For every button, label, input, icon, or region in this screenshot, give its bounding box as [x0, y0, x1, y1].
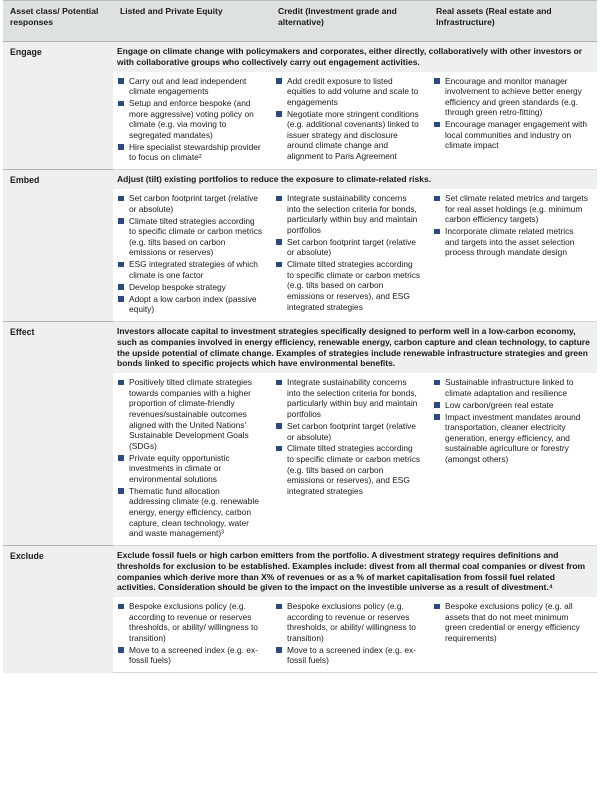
list-item: [117, 453, 263, 485]
equity-list: [117, 193, 263, 315]
list-item: [275, 443, 421, 496]
square-bullet-icon: [118, 284, 124, 290]
category-label-exclude: Exclude: [3, 546, 113, 673]
list-item: [117, 377, 263, 451]
credit-cell-engage: [271, 72, 429, 170]
list-item-text: Bespoke exclusions policy (e.g. according to revenue or reserves thresholds, or ability/ willingness to transition): [287, 601, 416, 643]
list-item-text: Integrate sustainability concerns into the selection criteria for bonds, particularly within buy and maintain portfolios: [287, 193, 418, 235]
list-item: [275, 109, 421, 162]
section-description-embed: Adjust (tilt) existing portfolios to reduce the exposure to climate-related risks.: [113, 170, 597, 189]
list-item: [117, 142, 263, 163]
square-bullet-icon: [276, 647, 282, 653]
credit-list: [275, 76, 421, 162]
square-bullet-icon: [434, 122, 440, 128]
list-item-text: Carry out and lead independent climate engagements: [129, 75, 247, 97]
square-bullet-icon: [118, 262, 124, 268]
list-item: [275, 76, 421, 108]
credit-list: [275, 193, 421, 312]
list-item: [433, 377, 589, 398]
equity-cell-exclude: [113, 597, 271, 673]
list-item: [117, 601, 263, 643]
list-item: [433, 601, 589, 643]
credit-cell-exclude: [271, 597, 429, 673]
equity-list: [117, 377, 263, 539]
list-item-text: Climate tilted strategies according to specific climate or carbon metrics (e.g. tilts based on carbon emissions or reserves): [129, 215, 263, 258]
list-item: [117, 282, 263, 293]
list-item-text: Climate tilted strategies according to specific climate or carbon metrics (e.g. tilts based on carbon emissions or reserves), and ESG integrated strategies: [287, 443, 421, 496]
section-description-effect: Investors allocate capital to investment strategies specifically designed to perform well in a low-carbon economy, such as companies involved in energy efficiency, renewable energy, carbon capture and clean technology, to capture the upside potential of climate change. Examples of strategies include renewable infrastructure strategies and green bonds linked to specific projects which have environmental benefits.: [113, 322, 597, 374]
equity-cell-engage: [113, 72, 271, 170]
real-list: [433, 377, 589, 464]
square-bullet-icon: [434, 604, 440, 610]
square-bullet-icon: [276, 446, 282, 452]
list-item-text: Develop bespoke strategy: [129, 281, 226, 292]
list-item: [433, 400, 589, 411]
list-item: [433, 119, 589, 151]
list-item: [117, 645, 263, 666]
list-item: [275, 421, 421, 442]
square-bullet-icon: [118, 296, 124, 302]
square-bullet-icon: [118, 78, 124, 84]
equity-list: [117, 601, 263, 666]
header-real-assets: Real assets (Real estate and Infrastructure): [429, 1, 597, 42]
section-row-engage: [3, 42, 597, 72]
list-item-text: Adopt a low carbon index (passive equity): [129, 293, 257, 315]
square-bullet-icon: [276, 380, 282, 386]
equity-list: [117, 76, 263, 163]
header-asset-class: Asset class/ Potential responses: [3, 1, 113, 42]
list-item-text: Add credit exposure to listed equities to add volume and scale to engagements: [287, 75, 419, 107]
list-item: [117, 98, 263, 140]
list-item: [275, 645, 421, 666]
list-item: [433, 76, 589, 118]
list-item-text: Low carbon/green real estate: [445, 399, 554, 410]
square-bullet-icon: [434, 229, 440, 235]
real-list: [433, 193, 589, 258]
square-bullet-icon: [434, 78, 440, 84]
header-credit: Credit (Investment grade and alternative): [271, 1, 429, 42]
list-item: [433, 412, 589, 465]
list-item-text: ESG integrated strategies of which climate is one factor: [129, 259, 258, 280]
section-row-embed: [3, 170, 597, 189]
square-bullet-icon: [276, 239, 282, 245]
square-bullet-icon: [118, 144, 124, 150]
list-item-text: Set climate related metrics and targets for real asset holdings (e.g. minimum carbon efficiency targets): [445, 193, 588, 225]
list-item-text: Move to a screened index (e.g. ex-fossil fuels): [287, 644, 416, 666]
list-item-text: Incorporate climate related metrics and targets into the asset selection process through mandate design: [445, 226, 575, 258]
list-item-text: Climate tilted strategies according to specific climate or carbon metrics (e.g. tilts based on carbon emissions or reserves), and ESG integrated strategies: [287, 259, 421, 312]
list-item: [117, 294, 263, 315]
equity-cell-embed: [113, 189, 271, 322]
square-bullet-icon: [118, 101, 124, 107]
real-cell-embed: [429, 189, 597, 322]
real-cell-effect: [429, 373, 597, 545]
square-bullet-icon: [118, 488, 124, 494]
climate-response-table: [3, 0, 597, 673]
list-item-text: Set carbon footprint target (relative or absolute): [287, 420, 416, 442]
list-item: [117, 216, 263, 258]
list-item-text: Positively tilted climate strategies towards companies with a higher proportion of climate-friendly revenues/sustainable outcomes aligned with the United Nations' Sustainable Development Goals (SDGs): [129, 377, 252, 451]
list-item-text: Set carbon footprint target (relative or absolute): [287, 236, 416, 258]
square-bullet-icon: [434, 380, 440, 386]
category-label-engage: Engage: [3, 42, 113, 170]
list-item-text: Impact investment mandates around transportation, cleaner electricity generation, energy efficiency, and sustainable agriculture or forestry (amongst others): [445, 411, 581, 464]
square-bullet-icon: [276, 111, 282, 117]
square-bullet-icon: [118, 196, 124, 202]
section-row-exclude: [3, 546, 597, 598]
credit-cell-embed: [271, 189, 429, 322]
square-bullet-icon: [276, 604, 282, 610]
list-item: [275, 193, 421, 235]
square-bullet-icon: [276, 196, 282, 202]
list-item-text: Private equity opportunistic investments in climate or environmental solutions: [129, 452, 230, 484]
square-bullet-icon: [276, 78, 282, 84]
list-item: [117, 486, 263, 539]
list-item: [275, 601, 421, 643]
list-item: [117, 193, 263, 214]
credit-list: [275, 601, 421, 666]
real-cell-engage: [429, 72, 597, 170]
list-item-text: Move to a screened index (e.g. ex-fossil fuels): [129, 644, 258, 666]
climate-response-table-page: [3, 0, 597, 673]
list-item-text: Thematic fund allocation addressing climate (e.g. renewable energy, energy efficiency, carbon capture, clean technology, water and waste management)³: [129, 485, 259, 539]
list-item-text: Hire specialist stewardship provider to focus on climate²: [129, 141, 261, 163]
list-item: [117, 76, 263, 97]
section-description-engage: Engage on climate change with policymakers and corporates, either directly, collaboratively with other investors or with collaborative groups who collectively carry out engagement activities.: [113, 42, 597, 72]
square-bullet-icon: [118, 604, 124, 610]
list-item: [275, 377, 421, 419]
category-label-embed: Embed: [3, 170, 113, 322]
list-item: [433, 193, 589, 225]
square-bullet-icon: [276, 423, 282, 429]
square-bullet-icon: [434, 196, 440, 202]
list-item-text: Bespoke exclusions policy (e.g. all assets that do not meet minimum green credential or energy efficiency requirements): [445, 601, 580, 643]
section-row-effect: [3, 322, 597, 374]
square-bullet-icon: [434, 414, 440, 420]
list-item: [433, 226, 589, 258]
category-label-effect: Effect: [3, 322, 113, 546]
header-equity: Listed and Private Equity: [113, 1, 271, 42]
list-item-text: Encourage manager engagement with local communities and industry on climate impact: [445, 119, 588, 151]
table-body: [3, 42, 597, 673]
list-item-text: Setup and enforce bespoke (and more aggressive) voting policy on climate (e.g. via moving to segregated mandates): [129, 98, 254, 140]
real-cell-exclude: [429, 597, 597, 673]
list-item-text: Integrate sustainability concerns into the selection criteria for bonds, particularly within buy and maintain portfolios: [287, 377, 418, 420]
credit-cell-effect: [271, 373, 429, 545]
list-item: [275, 237, 421, 258]
equity-cell-effect: [113, 373, 271, 545]
list-item-text: Bespoke exclusions policy (e.g. according to revenue or reserves thresholds, or ability/ willingness to transition): [129, 601, 258, 643]
list-item-text: Sustainable infrastructure linked to climate adaptation and resilience: [445, 377, 574, 398]
square-bullet-icon: [118, 380, 124, 386]
list-item: [117, 259, 263, 280]
square-bullet-icon: [434, 402, 440, 408]
list-item-text: Negotiate more stringent conditions (e.g. additional covenants) linked to issuer strategy and disclosure around climate change and alignment to Paris Agreement: [287, 108, 419, 162]
square-bullet-icon: [118, 455, 124, 461]
square-bullet-icon: [118, 647, 124, 653]
real-list: [433, 76, 589, 151]
credit-list: [275, 377, 421, 496]
list-item-text: Set carbon footprint target (relative or absolute): [129, 193, 258, 214]
list-item: [275, 259, 421, 312]
real-list: [433, 601, 589, 643]
section-description-exclude: Exclude fossil fuels or high carbon emitters from the portfolio. A divestment strategy requires definitions and thresholds for exclusion to be established. Examples include: divest from all thermal coal companies or divest from companies which derive more than X% of revenues or as a % of market capitalisation from fossil fuel related activities. Consideration should be given to the impact on the investible universe as a result of divestment.⁴: [113, 546, 597, 598]
square-bullet-icon: [118, 218, 124, 224]
square-bullet-icon: [276, 262, 282, 268]
table-header-row: [3, 1, 597, 42]
list-item-text: Encourage and monitor manager involvement to achieve better energy efficiency and green standards (e.g. through green retro-fitting): [445, 75, 582, 118]
